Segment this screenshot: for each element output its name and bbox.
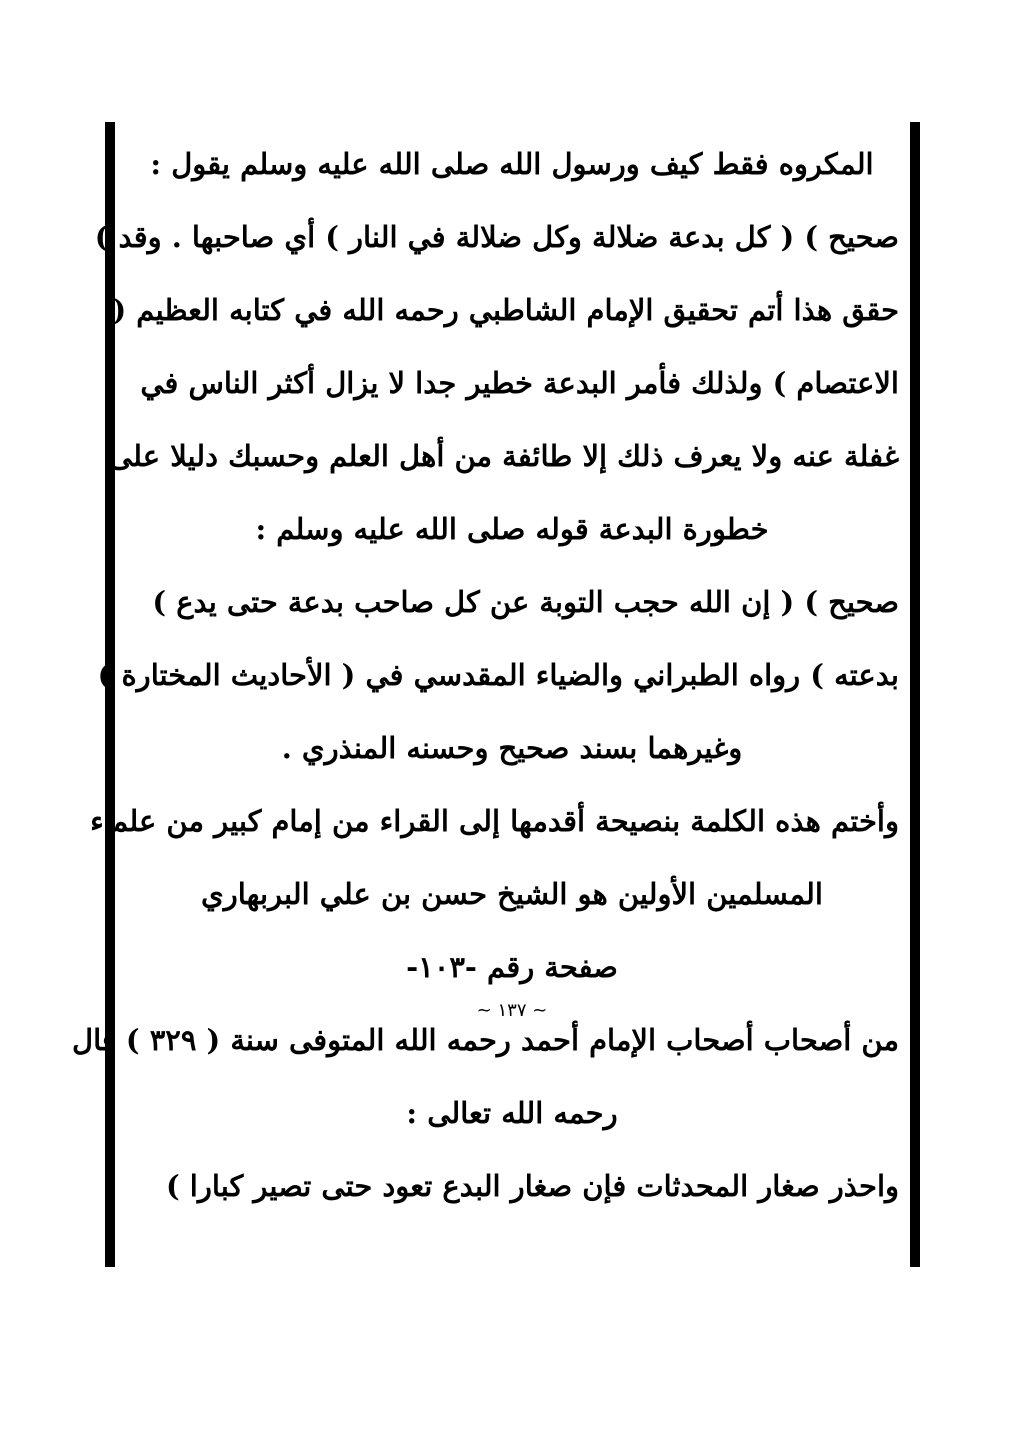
text-line: بدعته ) رواه الطبراني والضياء المقدسي في ( الأحاديث المختارة ) (97, 658, 899, 692)
text-line: حقق هذا أتم تحقيق الإمام الشاطبي رحمه الله في كتابه العظيم ( (112, 293, 899, 327)
text-line: خطورة البدعة قوله صلى الله عليه وسلم : (255, 512, 769, 546)
right-border-rule (910, 122, 920, 1267)
text-line: صحيح ) ( إن الله حجب التوبة عن كل صاحب بدعة حتى يدع ) (152, 585, 899, 619)
text-line: وغيرهما بسند صحيح وحسنه المنذري . (281, 731, 743, 765)
text-line: واحذر صغار المحدثات فإن صغار البدع تعود حتى تصير كبارا ) (165, 1169, 899, 1203)
body-text (72, 128, 899, 1223)
text-line: الاعتصام ) ولذلك فأمر البدعة خطير جدا لا يزال أكثر الناس في (140, 366, 899, 400)
text-line: المسلمين الأولين هو الشيخ حسن بن علي البربهاري (201, 877, 823, 911)
text-line: وأختم هذه الكلمة بنصيحة أقدمها إلى القراء من إمام كبير من علماء (90, 804, 899, 838)
text-line: من أصحاب أصحاب الإمام أحمد رحمه الله المتوفى سنة ( ٣٢٩ ) قال (72, 1023, 899, 1057)
text-line: غفلة عنه ولا يعرف ذلك إلا طائفة من أهل العلم وحسبك دليلا على (109, 439, 899, 473)
text-line: المكروه فقط كيف ورسول الله صلى الله عليه وسلم يقول : (150, 147, 874, 181)
page-number: ~ ١٣٧ ~ (476, 1000, 548, 1021)
text-line: صحيح ) ( كل بدعة ضلالة وكل ضلالة في النار ) أي صاحبها . وقد ) (94, 220, 899, 254)
text-line: رحمه الله تعالى : (406, 1096, 618, 1130)
page-reference: صفحة رقم -١٠٣- (406, 950, 618, 984)
